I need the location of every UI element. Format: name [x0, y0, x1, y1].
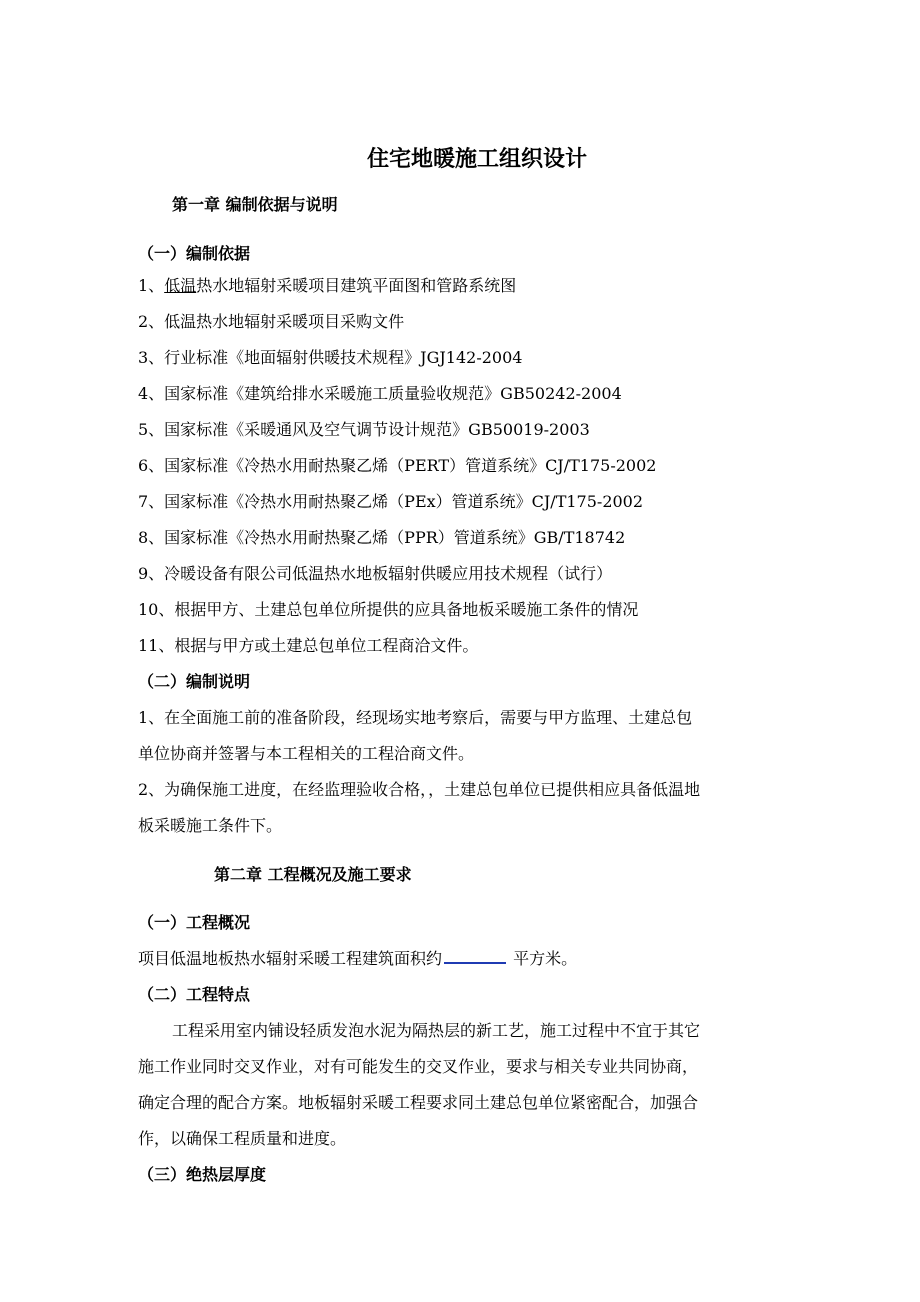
document-title: 住宅地暖施工组织设计: [367, 147, 588, 172]
basis-item-4: 4、国家标准《建筑给排水采暖施工质量验收规范》GB50242-2004: [138, 384, 622, 403]
basis-item-1: [138, 273, 516, 296]
features-line-3: 确定合理的配合方案。地板辐射采暖工程要求同土建总包单位紧密配合，加强合: [138, 1093, 699, 1112]
overview-area-line: [138, 946, 577, 969]
basis-item-3: 3、行业标准《地面辐射供暖技术规程》JGJ142-2004: [138, 348, 523, 367]
basis-item-1-prefix: 1、: [138, 276, 165, 295]
features-line-1: 工程采用室内铺设轻质发泡水泥为隔热层的新工艺，施工过程中不宜于其它: [172, 1021, 701, 1040]
basis-item-9: 9、冷暖设备有限公司低温热水地板辐射供暖应用技术规程（试行）: [138, 564, 613, 583]
overview-text-before: 项目低温地板热水辐射采暖工程建筑面积约: [138, 949, 443, 968]
basis-item-5: 5、国家标准《采暖通风及空气调节设计规范》GB50019-2003: [138, 420, 590, 439]
chapter-1-heading: 第一章 编制依据与说明: [172, 195, 338, 214]
section-overview-heading: （一）工程概况: [138, 913, 251, 932]
notes-paragraph-1-line-1: 1、在全面施工前的准备阶段，经现场实地考察后，需要与甲方监理、土建总包: [138, 708, 693, 727]
overview-text-after: 平方米。: [508, 949, 578, 968]
features-line-4: 作，以确保工程质量和进度。: [138, 1129, 347, 1148]
features-line-2: 施工作业同时交叉作业，对有可能发生的交叉作业，要求与相关专业共同协商，: [138, 1057, 699, 1076]
basis-item-11: 11、根据与甲方或土建总包单位工程商洽文件。: [138, 636, 479, 655]
notes-paragraph-1-line-2: 单位协商并签署与本工程相关的工程洽商文件。: [138, 744, 475, 763]
chapter-2-heading: 第二章 工程概况及施工要求: [214, 865, 412, 884]
basis-item-1-underlined: 低温: [164, 276, 197, 295]
basis-item-8: 8、国家标准《冷热水用耐热聚乙烯（PPR）管道系统》GB/T18742: [138, 528, 626, 547]
area-blank-field: [444, 948, 506, 964]
basis-item-1-rest: 热水地辐射采暖项目建筑平面图和管路系统图: [196, 276, 517, 295]
basis-item-6: 6、国家标准《冷热水用耐热聚乙烯（PERT）管道系统》CJ/T175-2002: [138, 456, 657, 475]
basis-item-7: 7、国家标准《冷热水用耐热聚乙烯（PEx）管道系统》CJ/T175-2002: [138, 492, 644, 511]
section-insulation-heading: （三）绝热层厚度: [138, 1165, 267, 1184]
section-features-heading: （二）工程特点: [138, 985, 251, 1004]
notes-paragraph-2-line-2: 板采暖施工条件下。: [138, 816, 283, 835]
basis-item-10: 10、根据甲方、土建总包单位所提供的应具备地板采暖施工条件的情况: [138, 600, 639, 619]
notes-paragraph-2-line-1: 2、为确保施工进度，在经监理验收合格，，土建总包单位已提供相应具备低温地: [138, 780, 701, 799]
section-basis-heading: （一）编制依据: [138, 244, 251, 263]
basis-item-2: 2、低温热水地辐射采暖项目采购文件: [138, 312, 405, 331]
section-notes-heading: （二）编制说明: [138, 672, 251, 691]
